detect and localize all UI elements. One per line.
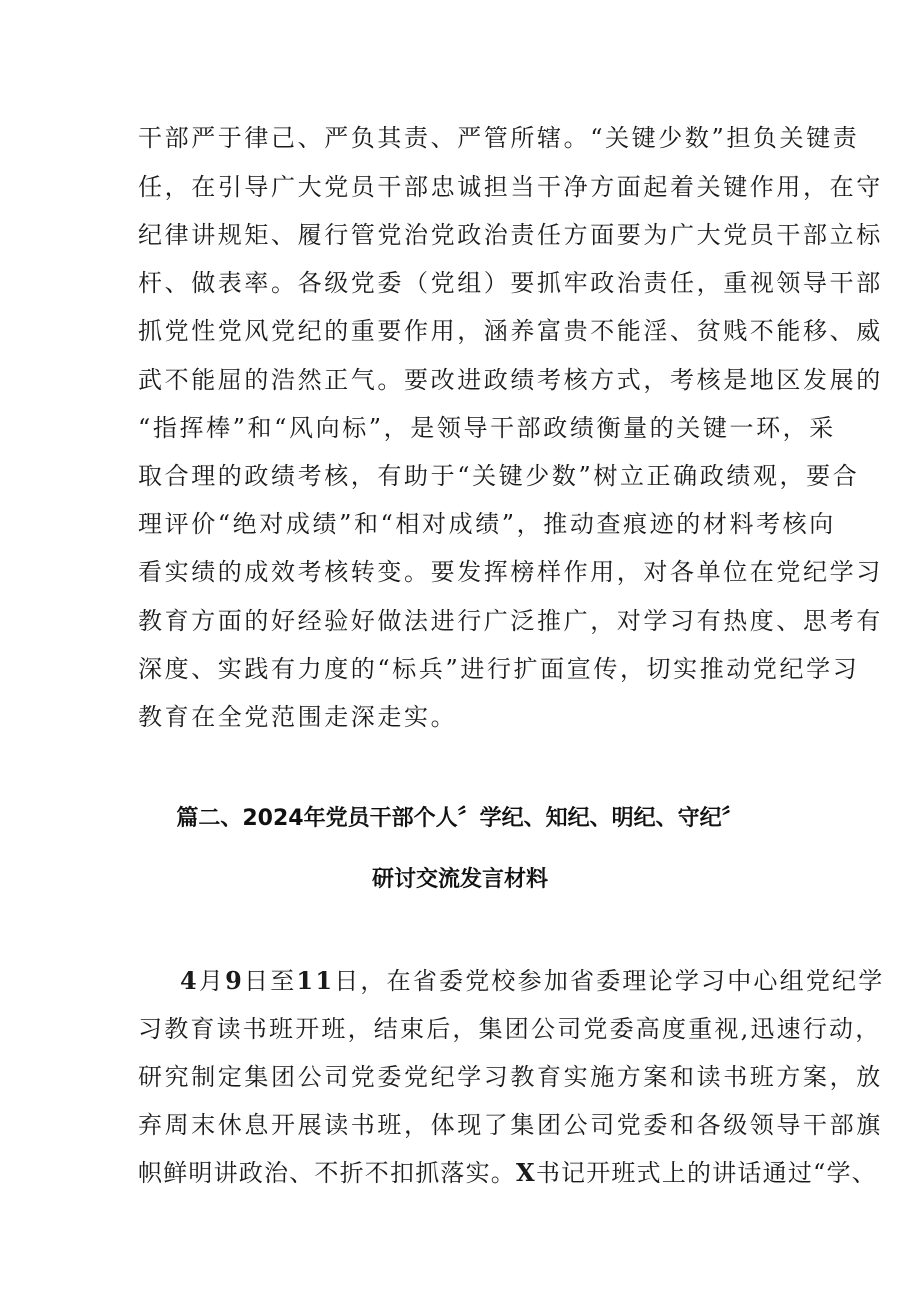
section-heading-subtitle: 研讨交流发言材料 xyxy=(371,867,548,892)
paragraph-line: 干部严于律己、严负其责、严管所辖。“关键少数”担负关键责 xyxy=(138,124,860,152)
date-day-end: 11 xyxy=(296,966,335,995)
paragraph-line: 理评价“绝对成绩”和“相对成绩”，推动查痕迹的材料考核向 xyxy=(138,510,836,538)
name-placeholder: X xyxy=(516,1158,536,1187)
paragraph-first-line xyxy=(180,966,885,996)
paragraph-line: 教育在全党范围走深走实。 xyxy=(138,703,458,731)
paragraph-line: 教育方面的好经验好做法进行广泛推广，对学习有热度、思考有 xyxy=(138,607,883,635)
text-run: 帜鲜明讲政治、不折不扣抓落实。 xyxy=(138,1159,516,1187)
date-month: 4 xyxy=(180,966,199,995)
text-run: 日至 xyxy=(244,967,297,995)
paragraph-line: 纪律讲规矩、履行管党治党政治责任方面要为广大党员干部立标 xyxy=(138,221,883,249)
section-heading: 篇二、2024年党员干部个人〞学纪、知纪、明纪、守纪〞 xyxy=(176,806,744,831)
paragraph-line: 弃周末休息开展读书班，体现了集团公司党委和各级领导干部旗 xyxy=(138,1111,883,1139)
paragraph-line xyxy=(138,1158,877,1188)
paragraph-line: 研究制定集团公司党委党纪学习教育实施方案和读书班方案，放 xyxy=(138,1063,883,1091)
paragraph-line: 深度、实践有力度的“标兵”进行扩面宣传，切实推动党纪学习 xyxy=(138,655,860,683)
paragraph-line: 取合理的政绩考核，有助于“关键少数”树立正确政绩观，要合 xyxy=(138,462,860,490)
paragraph-line: 武不能屈的浩然正气。要改进政绩考核方式，考核是地区发展的 xyxy=(138,366,883,394)
paragraph-line: 杆、做表率。各级党委（党组）要抓牢政治责任，重视领导干部 xyxy=(138,269,883,297)
paragraph-line: 习教育读书班开班，结束后，集团公司党委高度重视,迅速行动， xyxy=(138,1015,882,1043)
paragraph-line: 看实绩的成效考核转变。要发挥榜样作用，对各单位在党纪学习 xyxy=(138,558,883,586)
date-day-start: 9 xyxy=(225,966,245,995)
paragraph-line: “指挥棒”和“风向标”，是领导干部政绩衡量的关键一环，采 xyxy=(138,414,836,442)
paragraph-line: 任，在引导广大党员干部忠诚担当干净方面起着关键作用，在守 xyxy=(138,173,883,201)
text-run: 月 xyxy=(198,967,226,995)
paragraph-line: 抓党性党风党纪的重要作用，涵养富贵不能淫、贫贱不能移、威 xyxy=(138,317,883,345)
text-run: 日，在省委党校参加省委理论学习中心组党纪学 xyxy=(334,967,885,995)
text-run: 书记开班式上的讲话通过“学、 xyxy=(535,1159,877,1187)
